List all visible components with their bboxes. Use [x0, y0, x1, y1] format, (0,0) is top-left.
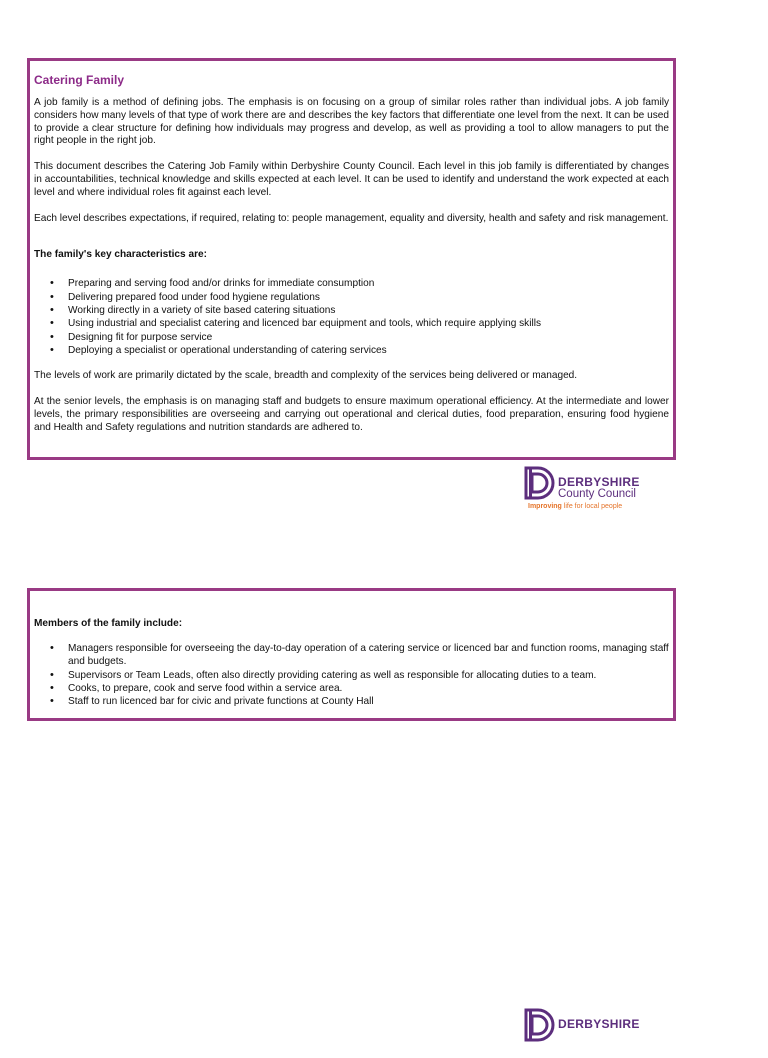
- bullet-icon: •: [50, 290, 54, 303]
- derbyshire-d-icon: [524, 1008, 556, 1042]
- characteristics-heading: The family's key characteristics are:: [34, 249, 207, 261]
- bullet-icon: •: [50, 330, 54, 343]
- bullet-icon: •: [50, 343, 54, 356]
- derbyshire-logo: [524, 466, 664, 516]
- bullet-icon: •: [50, 681, 54, 694]
- derbyshire-d-icon: [524, 466, 556, 500]
- bullet-icon: •: [50, 317, 54, 330]
- bullet-icon: •: [50, 695, 54, 708]
- bullet-icon: •: [50, 303, 54, 316]
- list-item: • Designing fit for purpose service: [50, 330, 213, 343]
- characteristics-list: [34, 277, 669, 357]
- logo-subname: County Council: [558, 488, 636, 500]
- bullet-icon: •: [50, 277, 54, 290]
- list-item: • Cooks, to prepare, cook and serve food within a service area.: [50, 681, 343, 694]
- catering-family-section: [27, 58, 676, 460]
- list-item: • Working directly in a variety of site based catering situations: [50, 303, 336, 316]
- bullet-icon: •: [50, 642, 54, 654]
- levels-paragraph: The levels of work are primarily dictated by the scale, breadth and complexity of the services being delivered or managed.: [34, 370, 578, 382]
- description-paragraph: This document describes the Catering Job Family within Derbyshire County Council. Each level in this job family is differentiated by changes in accountabilities, technical knowledge and skills expected at each level. It can be used to identify and understand the work expected at each level and where individual roles fit against each level.: [34, 161, 669, 198]
- logo-tagline: Improving life for local people: [528, 503, 623, 510]
- expectations-paragraph: Each level describes expectations, if required, relating to: people management, equality and diversity, health and safety and risk management.: [34, 212, 669, 224]
- bullet-icon: •: [50, 668, 54, 681]
- list-item: • Staff to run licenced bar for civic and private functions at County Hall: [50, 695, 374, 708]
- list-item: • Preparing and serving food and/or drinks for immediate consumption: [50, 277, 375, 290]
- senior-levels-paragraph: At the senior levels, the emphasis is on managing staff and budgets to ensure maximum operational efficiency. At the intermediate and lower levels, the primary responsibilities are overseeing and carrying out operational and clerical duties, food preparation, ensuring food hygiene and Health and Safety regulations and nutrition standards are adhered to.: [34, 395, 669, 433]
- list-item: • Delivering prepared food under food hygiene regulations: [50, 290, 320, 303]
- section-title: Catering Family: [34, 73, 125, 87]
- list-item: • Managers responsible for overseeing the day-to-day operation of a catering service or licenced bar and function rooms, managing staff and budgets.: [50, 642, 669, 668]
- members-list: [34, 642, 669, 708]
- intro-paragraph: A job family is a method of defining jobs. The emphasis is on focusing on a group of similar roles rather than individual jobs. A job family considers how many levels of that type of work there are and describes the key factors that differentiate one level from the next. It can be used to provide a clear structure for defining how individuals may progress and develop, as well as providing a tool to allow managers to put the right people in the right job.: [34, 97, 669, 147]
- logo-name: DERBYSHIRE: [558, 1017, 640, 1031]
- members-heading: Members of the family include:: [34, 618, 183, 629]
- derbyshire-logo: [524, 1008, 664, 1058]
- list-item: • Deploying a specialist or operational understanding of catering services: [50, 343, 387, 356]
- list-item: • Using industrial and specialist catering and licenced bar equipment and tools, which require applying skills: [50, 317, 541, 330]
- list-item: • Supervisors or Team Leads, often also directly providing catering as well as responsible for allocating duties to a team.: [50, 668, 597, 681]
- family-members-section: [27, 588, 676, 721]
- logo-name: DERBYSHIRE: [558, 475, 640, 489]
